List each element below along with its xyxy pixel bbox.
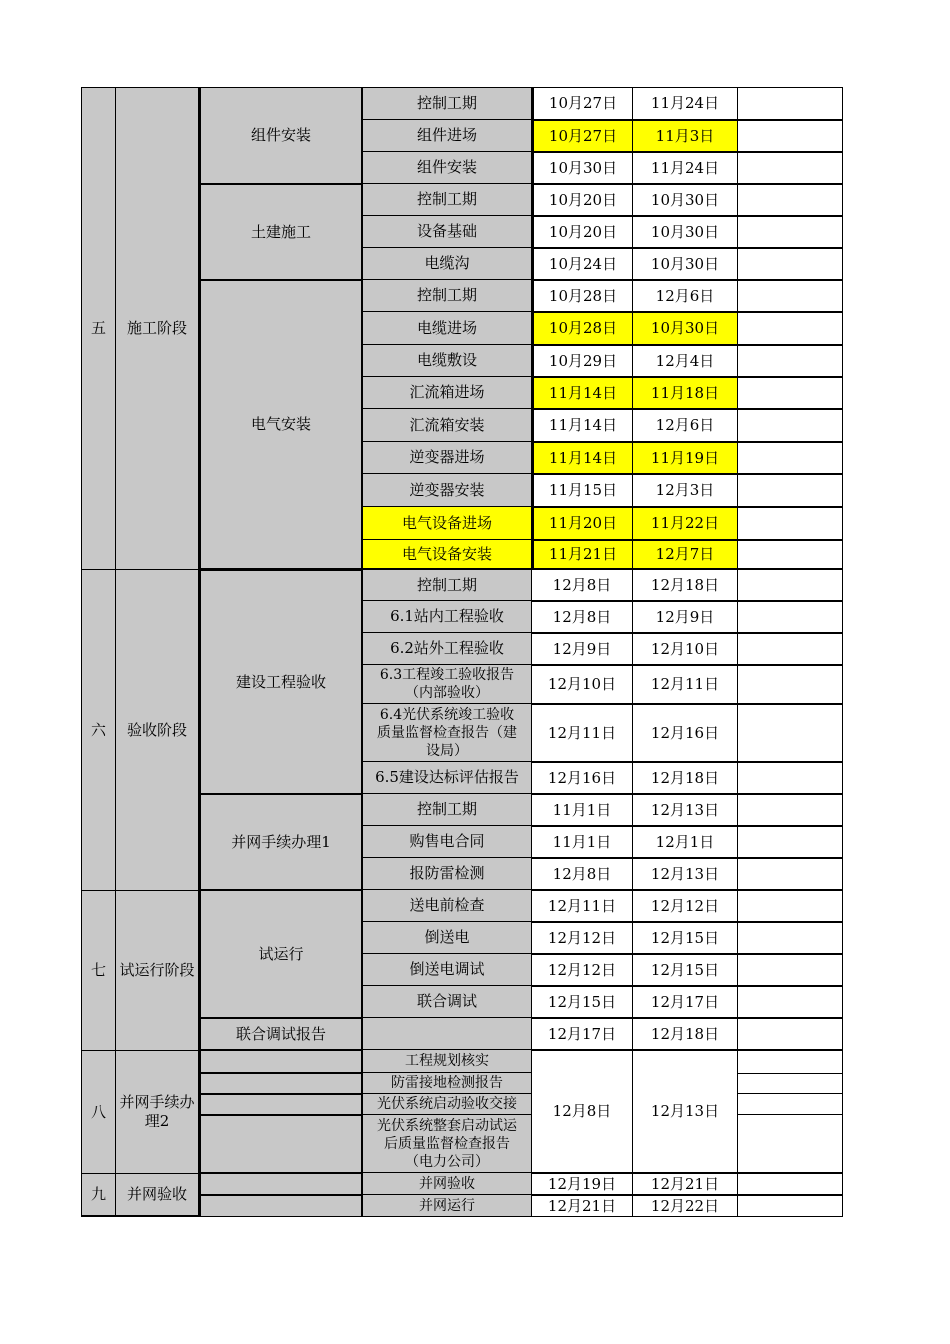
end-date: 12月1日 <box>633 826 738 858</box>
end-date: 11月24日 <box>633 87 738 120</box>
task-name: 控制工期 <box>363 87 532 120</box>
start-date: 12月21日 <box>532 1195 633 1217</box>
task-name: 组件安装 <box>363 152 532 184</box>
start-date: 10月30日 <box>532 152 633 184</box>
start-date: 12月11日 <box>532 704 633 762</box>
task-name: 倒送电 <box>363 922 532 954</box>
remarks-cell <box>738 665 843 704</box>
group-label: 联合调试报告 <box>199 1018 363 1050</box>
end-date: 12月6日 <box>633 280 738 312</box>
task-name: 联合调试 <box>363 986 532 1018</box>
remarks-cell <box>738 704 843 762</box>
task-name: 工程规划核实 <box>363 1050 532 1073</box>
end-date: 12月9日 <box>633 601 738 633</box>
start-date: 11月1日 <box>532 826 633 858</box>
remarks-cell <box>738 826 843 858</box>
start-date: 11月14日 <box>532 442 633 474</box>
remarks-cell <box>738 1050 843 1073</box>
group-label-empty <box>199 1115 363 1173</box>
remarks-cell <box>738 540 843 569</box>
start-date: 11月14日 <box>532 409 633 442</box>
group-label: 土建施工 <box>199 184 363 280</box>
remarks-cell <box>738 762 843 794</box>
remarks-cell <box>738 633 843 665</box>
task-name: 逆变器进场 <box>363 442 532 474</box>
end-date: 10月30日 <box>633 184 738 216</box>
end-date: 12月18日 <box>633 569 738 601</box>
end-date: 12月11日 <box>633 665 738 704</box>
task-name: 并网运行 <box>363 1195 532 1217</box>
section-number: 七 <box>81 890 116 1050</box>
section-number: 五 <box>81 87 116 569</box>
end-date: 12月13日 <box>633 858 738 890</box>
group-label-empty <box>199 1050 363 1073</box>
remarks-cell <box>738 1073 843 1094</box>
task-name: 报防雷检测 <box>363 858 532 890</box>
task-name: 电缆进场 <box>363 312 532 345</box>
end-date: 12月13日 <box>633 1050 738 1173</box>
task-name: 倒送电调试 <box>363 954 532 986</box>
start-date: 11月21日 <box>532 540 633 569</box>
task-name: 电气设备进场 <box>363 507 532 540</box>
end-date: 12月7日 <box>633 540 738 569</box>
group-label-empty <box>199 1173 363 1195</box>
start-date: 11月15日 <box>532 474 633 507</box>
task-name: 控制工期 <box>363 184 532 216</box>
section-name: 验收阶段 <box>116 569 199 890</box>
task-name: 电缆敷设 <box>363 345 532 377</box>
task-name: 防雷接地检测报告 <box>363 1073 532 1094</box>
task-name: 送电前检查 <box>363 890 532 922</box>
remarks-cell <box>738 474 843 507</box>
end-date: 11月3日 <box>633 120 738 152</box>
task-name: 控制工期 <box>363 280 532 312</box>
task-name: 光伏系统整套启动试运 后质量监督检查报告 （电力公司） <box>363 1115 532 1173</box>
start-date: 12月11日 <box>532 890 633 922</box>
start-date: 12月8日 <box>532 601 633 633</box>
group-label-empty <box>199 1195 363 1217</box>
end-date: 12月6日 <box>633 409 738 442</box>
start-date: 12月12日 <box>532 954 633 986</box>
start-date: 12月8日 <box>532 569 633 601</box>
end-date: 10月30日 <box>633 248 738 280</box>
task-name <box>363 1018 532 1050</box>
remarks-cell <box>738 216 843 248</box>
remarks-cell <box>738 120 843 152</box>
end-date: 12月10日 <box>633 633 738 665</box>
end-date: 12月15日 <box>633 954 738 986</box>
end-date: 11月22日 <box>633 507 738 540</box>
remarks-cell <box>738 922 843 954</box>
start-date: 10月24日 <box>532 248 633 280</box>
section-number: 六 <box>81 569 116 890</box>
start-date: 11月14日 <box>532 377 633 409</box>
remarks-cell <box>738 601 843 633</box>
section-name: 试运行阶段 <box>116 890 199 1050</box>
remarks-cell <box>738 1115 843 1173</box>
start-date: 12月17日 <box>532 1018 633 1050</box>
start-date: 10月28日 <box>532 280 633 312</box>
start-date: 12月16日 <box>532 762 633 794</box>
end-date: 12月3日 <box>633 474 738 507</box>
task-name: 6.1站内工程验收 <box>363 601 532 633</box>
start-date: 10月28日 <box>532 312 633 345</box>
start-date: 12月19日 <box>532 1173 633 1195</box>
remarks-cell <box>738 184 843 216</box>
start-date: 10月27日 <box>532 87 633 120</box>
end-date: 11月24日 <box>633 152 738 184</box>
task-name: 6.2站外工程验收 <box>363 633 532 665</box>
start-date: 12月15日 <box>532 986 633 1018</box>
start-date: 12月9日 <box>532 633 633 665</box>
remarks-cell <box>738 312 843 345</box>
end-date: 12月15日 <box>633 922 738 954</box>
start-date: 12月12日 <box>532 922 633 954</box>
task-name: 6.5建设达标评估报告 <box>363 762 532 794</box>
section-name: 并网手续办理2 <box>116 1050 199 1173</box>
task-name: 汇流箱安装 <box>363 409 532 442</box>
task-name: 控制工期 <box>363 569 532 601</box>
group-label: 建设工程验收 <box>199 569 363 794</box>
remarks-cell <box>738 345 843 377</box>
remarks-cell <box>738 794 843 826</box>
end-date: 10月30日 <box>633 216 738 248</box>
end-date: 11月19日 <box>633 442 738 474</box>
remarks-cell <box>738 152 843 184</box>
start-date: 12月10日 <box>532 665 633 704</box>
task-name: 组件进场 <box>363 120 532 152</box>
section-name: 施工阶段 <box>116 87 199 569</box>
remarks-cell <box>738 248 843 280</box>
start-date: 10月20日 <box>532 216 633 248</box>
end-date: 12月21日 <box>633 1173 738 1195</box>
group-label-empty <box>199 1073 363 1094</box>
remarks-cell <box>738 954 843 986</box>
end-date: 11月18日 <box>633 377 738 409</box>
task-name: 6.4光伏系统竣工验收 质量监督检查报告（建 设局） <box>363 704 532 762</box>
task-name: 电气设备安装 <box>363 540 532 569</box>
group-label: 电气安装 <box>199 280 363 569</box>
remarks-cell <box>738 1195 843 1217</box>
remarks-cell <box>738 87 843 120</box>
end-date: 12月17日 <box>633 986 738 1018</box>
remarks-cell <box>738 569 843 601</box>
task-name: 设备基础 <box>363 216 532 248</box>
group-label: 试运行 <box>199 890 363 1018</box>
remarks-cell <box>738 890 843 922</box>
start-date: 12月8日 <box>532 858 633 890</box>
start-date: 10月29日 <box>532 345 633 377</box>
remarks-cell <box>738 858 843 890</box>
end-date: 12月12日 <box>633 890 738 922</box>
group-label: 并网手续办理1 <box>199 794 363 890</box>
task-name: 电缆沟 <box>363 248 532 280</box>
task-name: 光伏系统启动验收交接 <box>363 1094 532 1115</box>
start-date: 10月27日 <box>532 120 633 152</box>
task-name: 汇流箱进场 <box>363 377 532 409</box>
section-name: 并网验收 <box>116 1173 199 1217</box>
start-date: 12月8日 <box>532 1050 633 1173</box>
end-date: 12月16日 <box>633 704 738 762</box>
end-date: 12月18日 <box>633 1018 738 1050</box>
remarks-cell <box>738 986 843 1018</box>
remarks-cell <box>738 1094 843 1115</box>
start-date: 10月20日 <box>532 184 633 216</box>
remarks-cell <box>738 442 843 474</box>
task-name: 购售电合同 <box>363 826 532 858</box>
end-date: 12月18日 <box>633 762 738 794</box>
end-date: 12月22日 <box>633 1195 738 1217</box>
remarks-cell <box>738 1173 843 1195</box>
start-date: 11月1日 <box>532 794 633 826</box>
group-label-empty <box>199 1094 363 1115</box>
end-date: 10月30日 <box>633 312 738 345</box>
task-name: 6.3工程竣工验收报告 （内部验收） <box>363 665 532 704</box>
task-name: 并网验收 <box>363 1173 532 1195</box>
group-label: 组件安装 <box>199 87 363 184</box>
end-date: 12月4日 <box>633 345 738 377</box>
remarks-cell <box>738 409 843 442</box>
task-name: 控制工期 <box>363 794 532 826</box>
end-date: 12月13日 <box>633 794 738 826</box>
remarks-cell <box>738 280 843 312</box>
task-name: 逆变器安装 <box>363 474 532 507</box>
remarks-cell <box>738 1018 843 1050</box>
remarks-cell <box>738 507 843 540</box>
remarks-cell <box>738 377 843 409</box>
section-number: 八 <box>81 1050 116 1173</box>
start-date: 11月20日 <box>532 507 633 540</box>
section-number: 九 <box>81 1173 116 1217</box>
